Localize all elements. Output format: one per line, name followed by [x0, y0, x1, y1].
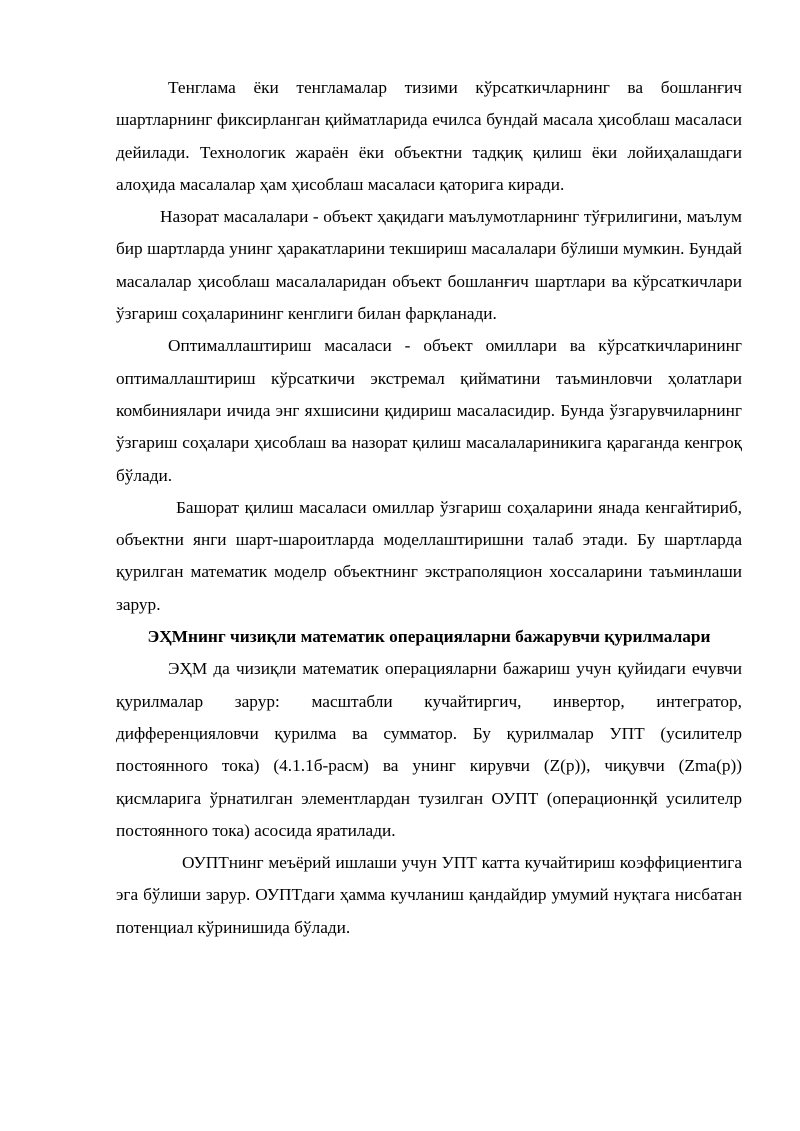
paragraph-control-problems: Назорат масалалари - объект ҳақидаги маълумотларнинг тўғрилигини, маълум бир шартларда унинг ҳаракатларини текшириш масалалари бўлиши мумкин. Бундай масалалар ҳисоблаш масалаларидан объект бошланғич шартлари ва кўрсаткичлари ўзгариш соҳаларининг кенглиги билан фарқланади. [116, 207, 742, 324]
section-heading: ЭҲМнинг чизиқли математик операцияларни бажарувчи қурилмалари [147, 627, 711, 647]
paragraph-oupt-gain: ОУПТнинг меъёрий ишлаши учун УПТ катта кучайтириш коэффициентига эга бўлиши зарур. ОУПТдаги ҳамма кучланиш қандайдир умумий нуқтага нисбатан потенциал кўринишида бўлади. [116, 853, 742, 937]
paragraph-computation-problem: Тенглама ёки тенгламалар тизими кўрсаткичларнинг ва бошланғич шартларнинг фиксирланган қийматларида ечилса бундай масала ҳисоблаш масаласи дейилади. Технологик жараён ёки объектни тадқиқ қилиш ёки лойиҳалашдаги алоҳида масалалар ҳам ҳисоблаш масаласи қаторига киради. [116, 78, 742, 194]
paragraph-forecasting-problem: Башорат қилиш масаласи омиллар ўзгариш соҳаларини янада кенгайтириб, объектни янги шарт-шароитларда моделлаштиришни талаб этади. Бу шартларда қурилган математик моделр объектнинг экстраполяцион хоссаларини таъминлаши зарур. [116, 497, 742, 614]
document-page [116, 72, 742, 944]
paragraph-linear-operations: ЭҲМ да чизиқли математик операцияларни бажариш учун қуйидаги ечувчи қурилмалар зарур: масштабли кучайтиргич, инвертор, интегратор, дифференцияловчи қурилма ва сумматор. Бу қурилмалар УПТ (усилителр постоянного тока) (4.1.1б-расм) ва унинг кирувчи (Z(p)), чиқувчи (Zma(p)) қисмларига ўрнатилган элементлардан тузилган ОУПТ (операционнқй усилителр постоянного тока) асосида яратилади. [116, 659, 742, 840]
paragraph-optimization-problem: Оптималлаштириш масаласи - объект омиллари ва кўрсаткичларининг оптималлаштириш кўрсаткичи экстремал қийматини таъминловчи ҳолатлари комбиниялари ичида энг яхшисини қидириш масаласидир. Бунда ўзгарувчиларнинг ўзгариш соҳалари ҳисоблаш ва назорат қилиш масалалариникига қараганда кенгроқ бўлади. [116, 336, 742, 485]
